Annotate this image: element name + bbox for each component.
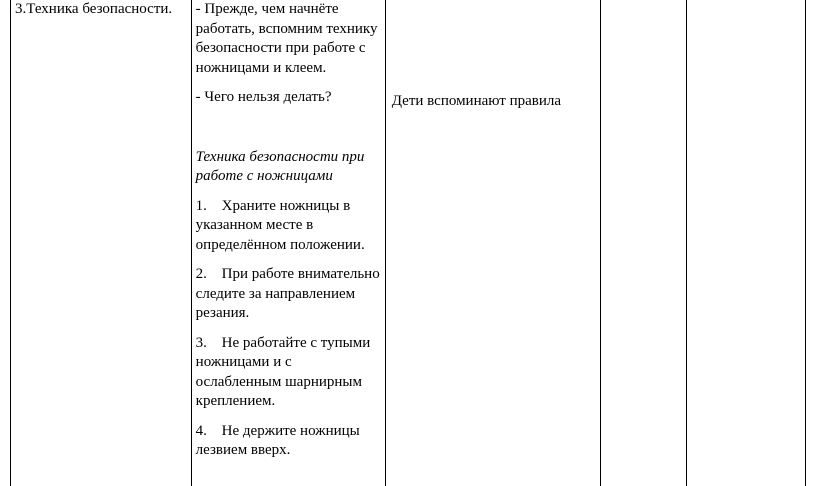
rule-text: Не держите ножницы лезвием вверх. [195, 422, 360, 458]
rule-number: 4. [195, 422, 207, 439]
student-activity-cell [385, 0, 600, 486]
empty-cell-4 [600, 0, 687, 486]
rule-number: 3. [195, 334, 207, 351]
question-text: - Чего нельзя делать? [195, 89, 332, 105]
table-row [11, 0, 806, 486]
rule-text: При работе внимательно следите за направлением резания. [195, 266, 380, 321]
stage-cell [11, 0, 192, 486]
student-activity-text: Дети вспоминают правила [391, 93, 562, 109]
empty-cell-5 [687, 0, 806, 486]
rule-number: 1. [195, 197, 207, 214]
rule-text: Не работайте с тупыми ножницами и с ослабленным шарнирным креплением. [195, 334, 371, 409]
stage-title: 3.Техника безопасности. [15, 1, 173, 17]
rule-text: Храните ножницы в указанном месте в определённом положении. [195, 197, 365, 253]
intro-text: - Прежде, чем начнёте работать, вспомним технику безопасности при работе с ножницами и клеем. [195, 1, 378, 76]
rule-item [196, 265, 381, 324]
rule-item [196, 422, 381, 461]
rules-title: Техника безопасности при работе с ножницами [195, 148, 365, 184]
teacher-activity-cell [191, 0, 385, 486]
lesson-plan-table [10, 0, 806, 486]
rule-number: 2. [195, 266, 207, 282]
rule-item [196, 197, 381, 256]
rule-item [196, 334, 381, 412]
